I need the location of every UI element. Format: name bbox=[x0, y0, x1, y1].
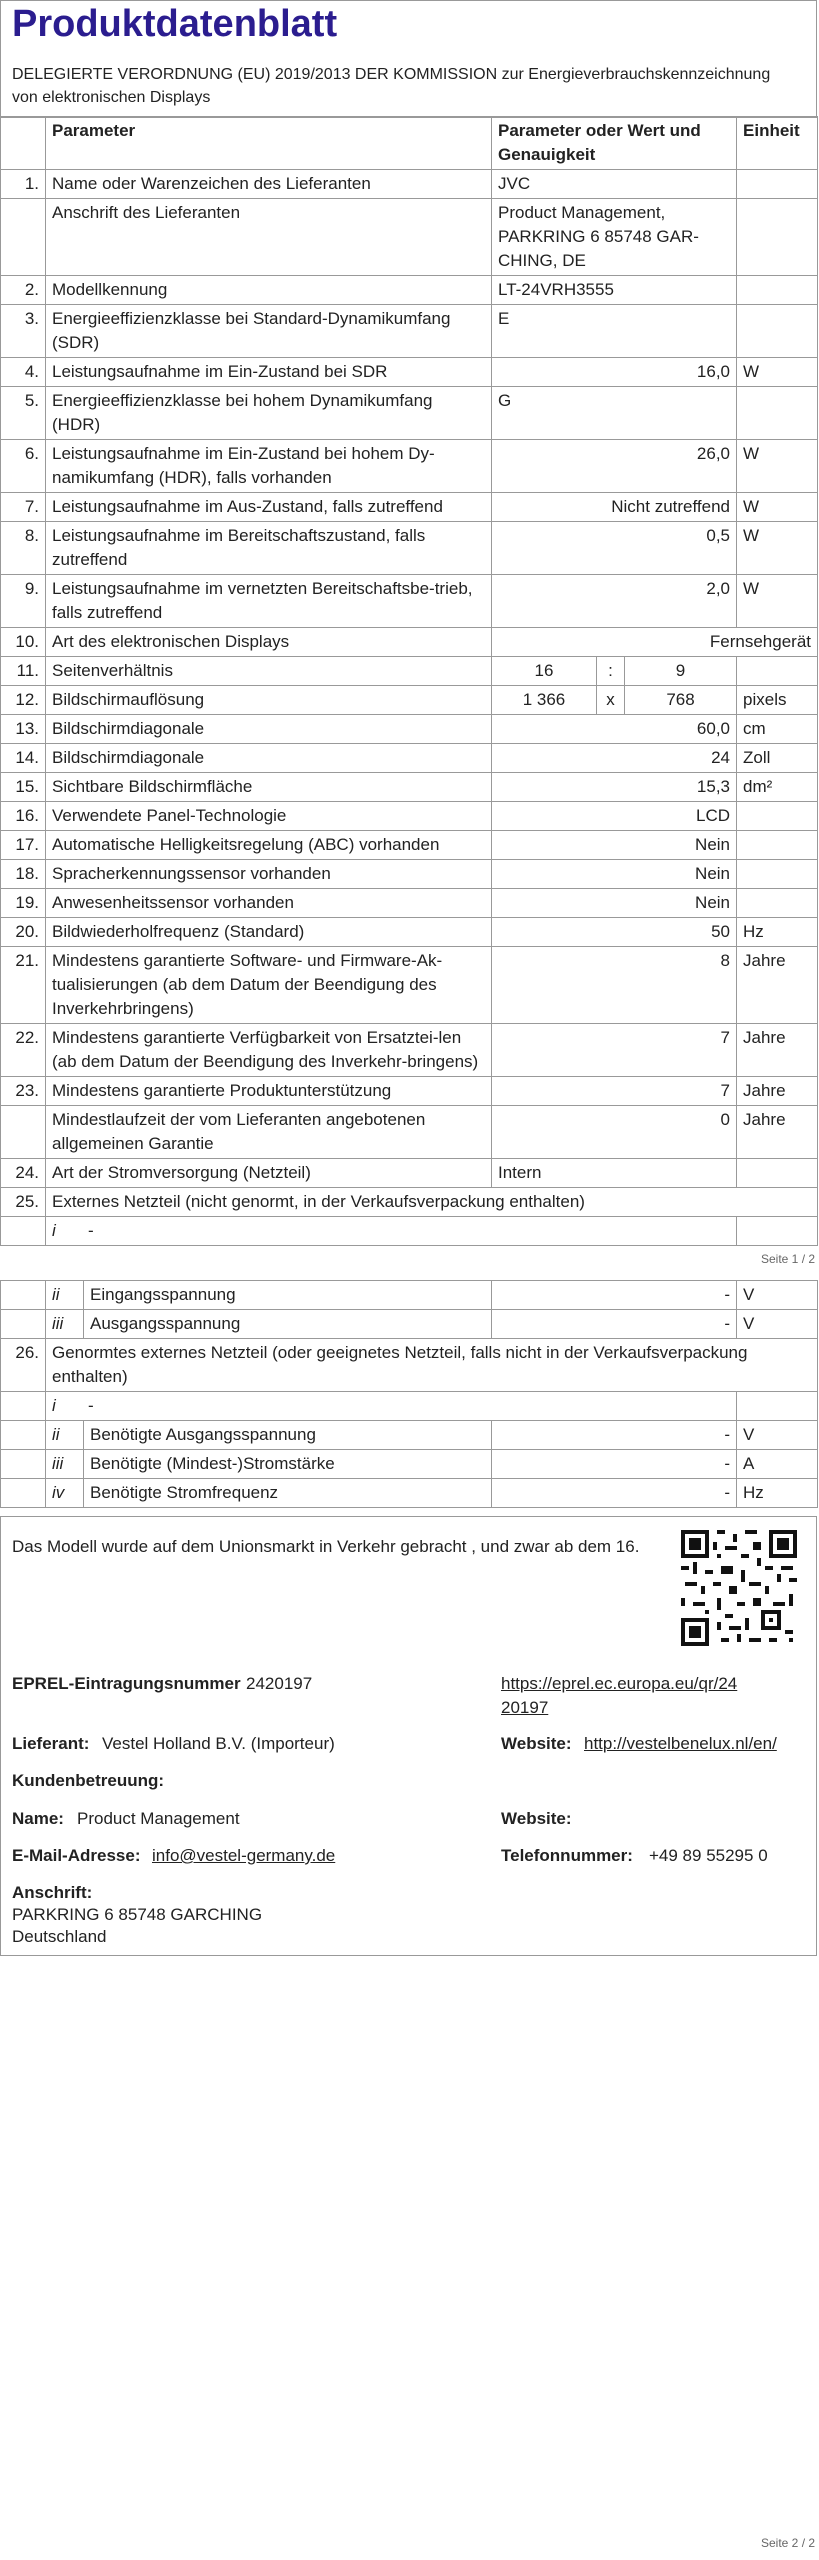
row-parameter: Seitenverhältnis bbox=[46, 657, 492, 686]
email-link[interactable]: info@vestel-germany.de bbox=[152, 1846, 336, 1865]
table-row bbox=[1, 744, 818, 773]
row-value: E bbox=[492, 305, 737, 358]
row-parameter: Mindestens garantierte Produktunterstützung bbox=[46, 1077, 492, 1106]
row-unit: Hz bbox=[737, 918, 818, 947]
address-line1: PARKRING 6 85748 GARCHING bbox=[12, 1905, 263, 1924]
row-unit: W bbox=[737, 358, 818, 387]
row-number: 23. bbox=[1, 1077, 46, 1106]
address-line2: Deutschland bbox=[12, 1927, 107, 1946]
table-row bbox=[1, 522, 818, 575]
row-parameter: Mindestlaufzeit der vom Lieferanten angebotenen allgemeinen Garantie bbox=[46, 1106, 492, 1159]
address-label: Anschrift: bbox=[12, 1883, 93, 1902]
row-unit: W bbox=[737, 493, 818, 522]
row-parameter: Genormtes externes Netzteil (oder geeignetes Netzteil, falls nicht in der Verkaufsverpackung enthalten) bbox=[46, 1339, 818, 1392]
row-parameter: Bildschirmdiagonale bbox=[46, 715, 492, 744]
row-number: 3. bbox=[1, 305, 46, 358]
table-row bbox=[1, 1392, 818, 1421]
row-parameter: Leistungsaufnahme im Bereitschaftszustand, falls zutreffend bbox=[46, 522, 492, 575]
subitem-index: i bbox=[52, 1221, 56, 1240]
row-value: - bbox=[492, 1310, 737, 1339]
row-subitem bbox=[46, 1392, 737, 1421]
table-row bbox=[1, 1479, 818, 1508]
table-row bbox=[1, 860, 818, 889]
row-value-second: 9 bbox=[625, 657, 737, 686]
row-value: LT-24VRH3555 bbox=[492, 276, 737, 305]
name-value: Product Management bbox=[77, 1809, 240, 1828]
row-number: 19. bbox=[1, 889, 46, 918]
name-label: Name: bbox=[12, 1809, 64, 1828]
row-unit: A bbox=[737, 1450, 818, 1479]
page-number: Seite 2 / 2 bbox=[761, 2536, 816, 2550]
row-unit: W bbox=[737, 440, 818, 493]
row-unit: V bbox=[737, 1281, 818, 1310]
row-value: 26,0 bbox=[492, 440, 737, 493]
row-value: - bbox=[492, 1450, 737, 1479]
row-subitem-index: ii bbox=[46, 1281, 84, 1310]
row-number: 7. bbox=[1, 493, 46, 522]
row-parameter: Automatische Helligkeitsregelung (ABC) vorhanden bbox=[46, 831, 492, 860]
table-row bbox=[1, 628, 818, 657]
supplier-label: Lieferant: bbox=[12, 1734, 90, 1753]
table-row bbox=[1, 773, 818, 802]
table-row bbox=[1, 1159, 818, 1188]
row-unit bbox=[737, 276, 818, 305]
customer-service-label: Kundenbetreuung: bbox=[12, 1771, 165, 1790]
row-value: Nein bbox=[492, 831, 737, 860]
table-row bbox=[1, 199, 818, 276]
website-label: Website: bbox=[501, 1734, 572, 1753]
col-header-value: Parameter oder Wert und Genauigkeit bbox=[492, 117, 737, 170]
row-number: 16. bbox=[1, 802, 46, 831]
row-subitem-index: ii bbox=[46, 1421, 84, 1450]
table-row bbox=[1, 947, 818, 1024]
row-parameter: Mindestens garantierte Verfügbarkeit von Ersatztei-len (ab dem Datum der Beendigung des Inverkehr-bringens) bbox=[46, 1024, 492, 1077]
eprel-link[interactable] bbox=[501, 1672, 737, 1720]
row-number: 6. bbox=[1, 440, 46, 493]
row-parameter: Energieeffizienzklasse bei hohem Dynamikumfang (HDR) bbox=[46, 387, 492, 440]
col-header-unit: Einheit bbox=[737, 117, 818, 170]
eprel-number: 2420197 bbox=[246, 1674, 313, 1693]
row-unit: Jahre bbox=[737, 947, 818, 1024]
row-number: 14. bbox=[1, 744, 46, 773]
row-unit: V bbox=[737, 1310, 818, 1339]
row-unit bbox=[737, 860, 818, 889]
row-value: Product Management, PARKRING 6 85748 GAR-CHING, DE bbox=[492, 199, 737, 276]
row-parameter: Eingangsspannung bbox=[84, 1281, 492, 1310]
row-unit bbox=[737, 199, 818, 276]
table-row bbox=[1, 802, 818, 831]
phone-value: +49 89 55295 0 bbox=[649, 1846, 768, 1865]
row-value: Nein bbox=[492, 860, 737, 889]
row-unit: pixels bbox=[737, 686, 818, 715]
row-unit: W bbox=[737, 522, 818, 575]
table-row bbox=[1, 1310, 818, 1339]
row-value: 15,3 bbox=[492, 773, 737, 802]
row-value: 2,0 bbox=[492, 575, 737, 628]
row-number: 22. bbox=[1, 1024, 46, 1077]
row-parameter: Leistungsaufnahme im Ein-Zustand bei hohem Dy-namikumfang (HDR), falls vorhanden bbox=[46, 440, 492, 493]
row-value-first: 1 366 bbox=[492, 686, 597, 715]
row-value: 8 bbox=[492, 947, 737, 1024]
row-parameter: Benötigte Ausgangsspannung bbox=[84, 1421, 492, 1450]
row-unit: dm² bbox=[737, 773, 818, 802]
row-parameter: Modellkennung bbox=[46, 276, 492, 305]
row-value: - bbox=[492, 1421, 737, 1450]
row-unit bbox=[737, 889, 818, 918]
row-number: 18. bbox=[1, 860, 46, 889]
row-value: - bbox=[492, 1281, 737, 1310]
row-value: Intern bbox=[492, 1159, 737, 1188]
row-parameter: Leistungsaufnahme im Ein-Zustand bei SDR bbox=[46, 358, 492, 387]
website2-label: Website: bbox=[501, 1809, 572, 1828]
row-value: 0,5 bbox=[492, 522, 737, 575]
row-value: - bbox=[492, 1479, 737, 1508]
row-number: 10. bbox=[1, 628, 46, 657]
row-unit: Jahre bbox=[737, 1077, 818, 1106]
eprel-label: EPREL-Eintragungsnummer bbox=[12, 1674, 241, 1693]
row-value: 0 bbox=[492, 1106, 737, 1159]
row-number: 5. bbox=[1, 387, 46, 440]
row-value: 24 bbox=[492, 744, 737, 773]
row-parameter: Anschrift des Lieferanten bbox=[46, 199, 492, 276]
row-number: 8. bbox=[1, 522, 46, 575]
row-subitem-index: iv bbox=[46, 1479, 84, 1508]
row-unit: Zoll bbox=[737, 744, 818, 773]
row-unit: Jahre bbox=[737, 1024, 818, 1077]
power-supply-table bbox=[0, 1280, 818, 1508]
row-value: LCD bbox=[492, 802, 737, 831]
row-unit: W bbox=[737, 575, 818, 628]
row-value: JVC bbox=[492, 170, 737, 199]
table-row bbox=[1, 440, 818, 493]
row-value: Fernsehgerät bbox=[492, 628, 818, 657]
supplier-value: Vestel Holland B.V. (Importeur) bbox=[102, 1734, 335, 1753]
row-value: 60,0 bbox=[492, 715, 737, 744]
row-subitem-index: iii bbox=[46, 1310, 84, 1339]
row-number: 25. bbox=[1, 1188, 46, 1217]
subitem-index: i bbox=[52, 1396, 56, 1415]
row-value: 7 bbox=[492, 1024, 737, 1077]
row-parameter: Leistungsaufnahme im vernetzten Bereitschaftsbe-trieb, falls zutreffend bbox=[46, 575, 492, 628]
table-row bbox=[1, 831, 818, 860]
row-unit bbox=[737, 802, 818, 831]
table-row bbox=[1, 1106, 818, 1159]
row-value: 7 bbox=[492, 1077, 737, 1106]
row-subitem-index: iii bbox=[46, 1450, 84, 1479]
row-unit: V bbox=[737, 1421, 818, 1450]
row-value: 50 bbox=[492, 918, 737, 947]
subitem-value: - bbox=[88, 1221, 94, 1240]
website-link[interactable]: http://vestelbenelux.nl/en/ bbox=[584, 1734, 777, 1753]
row-unit: Jahre bbox=[737, 1106, 818, 1159]
row-parameter: Benötigte (Mindest-)Stromstärke bbox=[84, 1450, 492, 1479]
eprel-link-part1[interactable]: https://eprel.ec.europa.eu/qr/24 bbox=[501, 1674, 738, 1693]
header-box bbox=[0, 0, 817, 118]
table-row bbox=[1, 686, 818, 715]
row-number: 20. bbox=[1, 918, 46, 947]
table-row bbox=[1, 1217, 818, 1246]
row-parameter: Bildschirmauflösung bbox=[46, 686, 492, 715]
table-row bbox=[1, 358, 818, 387]
row-parameter: Spracherkennungssensor vorhanden bbox=[46, 860, 492, 889]
email-label: E-Mail-Adresse: bbox=[12, 1846, 141, 1865]
row-number: 21. bbox=[1, 947, 46, 1024]
table-row bbox=[1, 1339, 818, 1392]
phone-label: Telefonnummer: bbox=[501, 1846, 633, 1865]
row-parameter: Bildschirmdiagonale bbox=[46, 744, 492, 773]
row-value: Nicht zutreffend bbox=[492, 493, 737, 522]
row-number: 26. bbox=[1, 1339, 46, 1392]
regulation-subtitle: DELEGIERTE VERORDNUNG (EU) 2019/2013 DER KOMMISSION zur Energieverbrauchskennzeichnung von elektronischen Displays bbox=[12, 66, 771, 106]
table-row bbox=[1, 715, 818, 744]
market-placement-text: Das Modell wurde auf dem Unionsmarkt in Verkehr gebracht , und zwar ab dem 16. bbox=[12, 1537, 640, 1556]
row-number: 9. bbox=[1, 575, 46, 628]
row-number: 13. bbox=[1, 715, 46, 744]
row-value-second: 768 bbox=[625, 686, 737, 715]
row-number: 24. bbox=[1, 1159, 46, 1188]
page-title: Produktdatenblatt bbox=[12, 3, 338, 45]
row-number bbox=[1, 199, 46, 276]
subitem-value: - bbox=[88, 1396, 94, 1415]
row-parameter: Verwendete Panel-Technologie bbox=[46, 802, 492, 831]
row-unit: cm bbox=[737, 715, 818, 744]
table-row bbox=[1, 918, 818, 947]
row-value: Nein bbox=[492, 889, 737, 918]
table-row bbox=[1, 276, 818, 305]
row-unit bbox=[737, 387, 818, 440]
product-data-table bbox=[0, 116, 818, 1246]
table-row bbox=[1, 889, 818, 918]
page-number: Seite 1 / 2 bbox=[761, 1252, 816, 1266]
row-value-separator: : bbox=[597, 657, 625, 686]
row-value: G bbox=[492, 387, 737, 440]
row-parameter: Benötigte Stromfrequenz bbox=[84, 1479, 492, 1508]
row-unit bbox=[737, 657, 818, 686]
row-number bbox=[1, 1106, 46, 1159]
row-number: 17. bbox=[1, 831, 46, 860]
table-row bbox=[1, 1281, 818, 1310]
table-row bbox=[1, 1024, 818, 1077]
col-header-parameter: Parameter bbox=[46, 117, 492, 170]
table-header-row bbox=[1, 117, 818, 170]
row-value-separator: x bbox=[597, 686, 625, 715]
row-parameter: Energieeffizienzklasse bei Standard-Dynamikumfang (SDR) bbox=[46, 305, 492, 358]
row-unit bbox=[737, 831, 818, 860]
row-unit bbox=[737, 305, 818, 358]
eprel-link-part2[interactable]: 20197 bbox=[501, 1698, 549, 1717]
row-parameter: Art des elektronischen Displays bbox=[46, 628, 492, 657]
table-row bbox=[1, 1077, 818, 1106]
row-parameter: Sichtbare Bildschirmfläche bbox=[46, 773, 492, 802]
row-parameter: Mindestens garantierte Software- und Firmware-Ak-tualisierungen (ab dem Datum der Beendigung des Inverkehrbringens) bbox=[46, 947, 492, 1024]
table-row bbox=[1, 387, 818, 440]
table-row bbox=[1, 1421, 818, 1450]
row-number: 2. bbox=[1, 276, 46, 305]
table-row bbox=[1, 575, 818, 628]
row-parameter: Externes Netzteil (nicht genormt, in der Verkaufsverpackung enthalten) bbox=[46, 1188, 818, 1217]
row-value-first: 16 bbox=[492, 657, 597, 686]
row-parameter: Leistungsaufnahme im Aus-Zustand, falls zutreffend bbox=[46, 493, 492, 522]
table-row bbox=[1, 1188, 818, 1217]
row-parameter: Name oder Warenzeichen des Lieferanten bbox=[46, 170, 492, 199]
table-row bbox=[1, 493, 818, 522]
row-number: 4. bbox=[1, 358, 46, 387]
row-subitem bbox=[46, 1217, 737, 1246]
row-number: 15. bbox=[1, 773, 46, 802]
table-row bbox=[1, 170, 818, 199]
row-unit bbox=[737, 1159, 818, 1188]
row-unit: Hz bbox=[737, 1479, 818, 1508]
row-number: 12. bbox=[1, 686, 46, 715]
row-value: 16,0 bbox=[492, 358, 737, 387]
row-unit bbox=[737, 170, 818, 199]
table-row bbox=[1, 1450, 818, 1479]
row-parameter: Art der Stromversorgung (Netzteil) bbox=[46, 1159, 492, 1188]
row-parameter: Anwesenheitssensor vorhanden bbox=[46, 889, 492, 918]
table-row bbox=[1, 305, 818, 358]
row-number: 11. bbox=[1, 657, 46, 686]
row-number: 1. bbox=[1, 170, 46, 199]
row-parameter: Bildwiederholfrequenz (Standard) bbox=[46, 918, 492, 947]
table-row bbox=[1, 657, 818, 686]
qr-code-icon[interactable] bbox=[681, 1530, 797, 1646]
row-parameter: Ausgangsspannung bbox=[84, 1310, 492, 1339]
